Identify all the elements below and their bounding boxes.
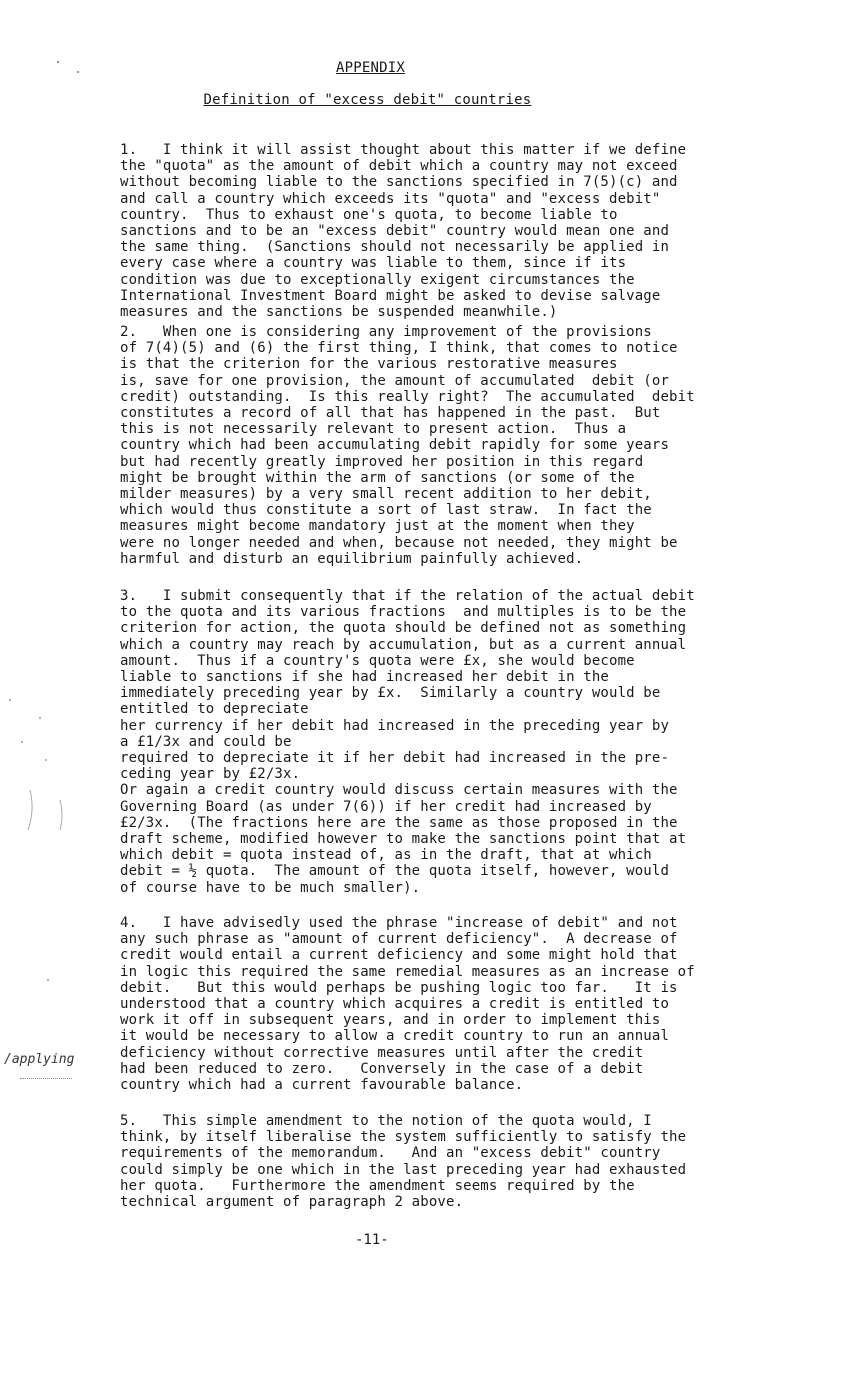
appendix-title: APPENDIX bbox=[335, 60, 406, 76]
paragraph-2: 2. When one is considering any improvement of the provisions of 7(4)(5) and (6) the first thing, I think, that comes to notice is that the criterion for the various restorative measures is, save for one provision, the amount of accumulated debit (or credit) outstanding. Is this really right? The accumulated debit constitutes a record of all that has happened in the past. But this is not necessarily relevant to present action. Thus a country which had been accumulating debit rapidly for some years but had recently greatly improved her position in this regard might be brought within the arm of sanctions (or some of the milder measures) by a very small recent addition to her debit, which would thus constitute a sort of last straw. In fact the measures might become mandatory just at the moment when they were no longer needed and when, because not needed, they might be harmful and disturb an equilibrium painfully achieved. bbox=[120, 324, 695, 567]
appendix-subtitle: Definition of "excess debit" countries bbox=[203, 92, 532, 108]
margin-annotation: /applying bbox=[4, 1052, 75, 1067]
paragraph-3: 3. I submit consequently that if the relation of the actual debit to the quota and its various fractions and multiples is to be the criterion for action, the quota should be defined not as something which a country may reach by accumulation, but as a current annual amount. Thus if a country's quota were £x, she would become liable to sanctions if she had increased her debit in the immediately preceding year by £x. Similarly a country would be entitled to depreciate her currency if her debit had increased in the preceding year by a £1/3x and could be required to depreciate it if her debit had increased in the pre- ceding year by £2/3x. Or again a credit country would discuss certain measures with the Governing Board (as under 7(6)) if her credit had increased by £2/3x. (The fractions here are the same as those proposed in the draft scheme, modified however to make the sanctions point that at which debit = quota instead of, as in the draft, that at which debit = ½ quota. The amount of the quota itself, however, would of course have to be much smaller). bbox=[120, 588, 695, 896]
paragraph-5: 5. This simple amendment to the notion of the quota would, I think, by itself liberalise the system sufficiently to satisfy the requirements of the memorandum. And an "excess debit" country could simply be one which in the last preceding year had exhausted her quota. Furthermore the amendment seems required by the technical argument of paragraph 2 above. bbox=[120, 1113, 687, 1211]
paragraph-1: 1. I think it will assist thought about this matter if we define the "quota" as the amount of debit which a country may not exceed without becoming liable to the sanctions specified in 7(5)(c) and and call a country which exceeds its "quota" and "excess debit" country. Thus to exhaust one's quota, to become liable to sanctions and to be an "excess debit" country would mean one and the same thing. (Sanctions should not necessarily be applied in every case where a country was liable to them, since if its condition was due to exceptionally exigent circumstances the International Investment Board might be asked to devise salvage measures and the sanctions be suspended meanwhile.) bbox=[120, 142, 687, 321]
page-number: -11- bbox=[355, 1232, 389, 1248]
paragraph-4: 4. I have advisedly used the phrase "increase of debit" and not any such phrase as "amount of current deficiency". A decrease of credit would entail a current deficiency and some might hold that in logic this required the same remedial measures as an increase of debit. But this would perhaps be pushing logic too far. It is understood that a country which acquires a credit is entitled to work it off in subsequent years, and in order to implement this it would be necessary to allow a credit country to run an annual deficiency without corrective measures until after the credit had been reduced to zero. Conversely in the case of a debit country which had a current favourable balance. bbox=[120, 915, 695, 1094]
margin-dash bbox=[20, 1078, 72, 1079]
